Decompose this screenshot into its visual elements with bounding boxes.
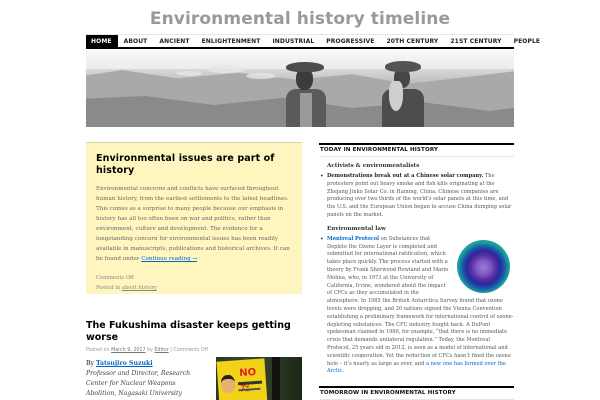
featured-post-title[interactable]: Environmental issues are part of history	[96, 153, 275, 176]
post-meta	[86, 348, 302, 353]
featured-post-body: Environmental concerns and conflicts have surfaced throughout human history, from the earliest settlements to the latest headlines. This comes as a surprise to many people because our emphasis in history has all too often been on war and politics, rather than environment, culture and development. The evidence for a longstanding concern for environmental issues has been readily available in manuscripts, publications and historical archives. It can be found under	[96, 186, 290, 262]
today-item-headline: Demonstrations break out at a Chinese solar company.	[327, 173, 484, 179]
blog-post	[86, 320, 302, 400]
post-byline	[86, 359, 196, 399]
site-title[interactable]: Environmental history timeline	[149, 9, 451, 29]
arctic-ozone-link[interactable]: a new one has formed over the Arctic	[327, 360, 506, 375]
nav-progressive[interactable]: PROGRESSIVE	[326, 37, 375, 45]
today-list	[319, 173, 514, 220]
main-nav	[86, 34, 541, 49]
banner-snow-patch	[176, 71, 202, 76]
meta-separator: |	[170, 348, 172, 353]
fukushima-protest-photo	[216, 357, 302, 400]
today-item-end: .	[342, 368, 345, 375]
protest-sign	[216, 358, 267, 400]
posted-on-label: Posted on	[86, 348, 110, 353]
today-list-item	[319, 236, 514, 376]
photo-tree-trunk	[272, 357, 280, 400]
category-link[interactable]: about history	[121, 285, 157, 291]
banner-snow-patch	[206, 65, 246, 73]
nav-enlightenment[interactable]: ENLIGHTENMENT	[201, 37, 261, 45]
banner-person-left-shirt	[300, 93, 312, 127]
montreal-protocol-link[interactable]: Montreal Protocol	[327, 235, 380, 242]
today-widget-title: TODAY IN ENVIRONMENTAL HISTORY	[319, 143, 514, 157]
byline-role: Professor and Director, Research Center for Nuclear Weapons Abolition, Nagasaki University	[86, 370, 191, 397]
sign-no-label: NO	[238, 366, 257, 380]
today-list	[319, 236, 514, 376]
featured-posted-in	[96, 283, 292, 293]
post-title[interactable]: The Fukushima disaster keeps getting worse	[86, 320, 291, 343]
banner-snow-patch	[246, 73, 276, 79]
nav-20th-century[interactable]: 20TH CENTURY	[386, 37, 439, 45]
header-banner-image	[86, 51, 514, 127]
bullet-icon: •	[320, 235, 324, 243]
nav-industrial[interactable]: INDUSTRIAL	[272, 37, 315, 45]
featured-post-excerpt	[96, 184, 292, 264]
bullet-icon: •	[320, 173, 324, 180]
featured-post	[86, 142, 302, 294]
tomorrow-widget	[319, 386, 514, 400]
continue-reading-link[interactable]: Continue reading →	[141, 256, 198, 262]
banner-person-right-beard	[389, 81, 403, 111]
nav-about[interactable]: ABOUT	[123, 37, 148, 45]
today-item-text: The protesters point out heavy smoke and fish kills originating at the Zhejang Jinko Solar Co. in Haining, China. Chinese companies are producing over two thirds of the world’s solar panels at this time, and the U.S. and the European Union began to accuse China dumping solar panels on the market.	[327, 173, 512, 218]
nav-people[interactable]: PEOPLE	[513, 37, 541, 45]
nav-ancient[interactable]: ANCIENT	[159, 37, 190, 45]
post-comments-status: Comments Off	[173, 348, 208, 353]
tomorrow-widget-title: TOMORROW IN ENVIRONMENTAL HISTORY	[319, 386, 514, 400]
posted-in-label: Posted in	[96, 285, 121, 291]
featured-comments-status: Comments Off	[96, 275, 134, 281]
post-author-link[interactable]: Editor	[154, 348, 169, 353]
today-category-heading: Activists & environmentalists	[327, 163, 420, 169]
today-category-heading: Environmental law	[327, 225, 386, 232]
nav-21st-century[interactable]: 21ST CENTURY	[450, 37, 502, 45]
sign-face-image	[220, 375, 235, 394]
sidebar	[319, 143, 514, 376]
post-date-link[interactable]: March 9, 2017	[111, 348, 146, 353]
banner-person-left-hat	[286, 62, 324, 72]
featured-post-meta	[96, 273, 292, 293]
today-list-item	[319, 173, 514, 220]
byline-by-label: By	[86, 360, 95, 367]
banner-person-right-hat	[385, 61, 421, 72]
post-body	[86, 359, 302, 400]
nav-home[interactable]: HOME	[86, 35, 118, 47]
by-label: by	[147, 348, 153, 353]
ozone-hole-image	[457, 240, 510, 293]
byline-author-link[interactable]: Tatsujiro Suzuki	[96, 360, 153, 367]
today-item-text: on Substances that Deplete the Ozone Layer is completed and submitted for international ratification, which takes place quickly. The process started with a theory by Frank Sherwood Rowland and Mario Molina, who, in 1973 at the University of California, Irvine, wondered about the impact of CFCs as they accumulated in the atmosphere. In 1985 the British Antarctica Survey found that ozone levels were dropping, and 20 nations signed the Vienna Convention establishing a preliminary framework for international control of ozone-depleting substances. The CFC industry fought back. A DuPont spokesman claimed in 1986, for example, “that there is no immediate crisis that demands unilateral regulation.” Today, the Montreal Protocol, 25 years old in 2012, is seen as a model of international and scientific cooperation. Yet the reduction of CFCs hasn’t fixed the ozone hole – it’s nearly as large as ever, and	[327, 235, 514, 367]
